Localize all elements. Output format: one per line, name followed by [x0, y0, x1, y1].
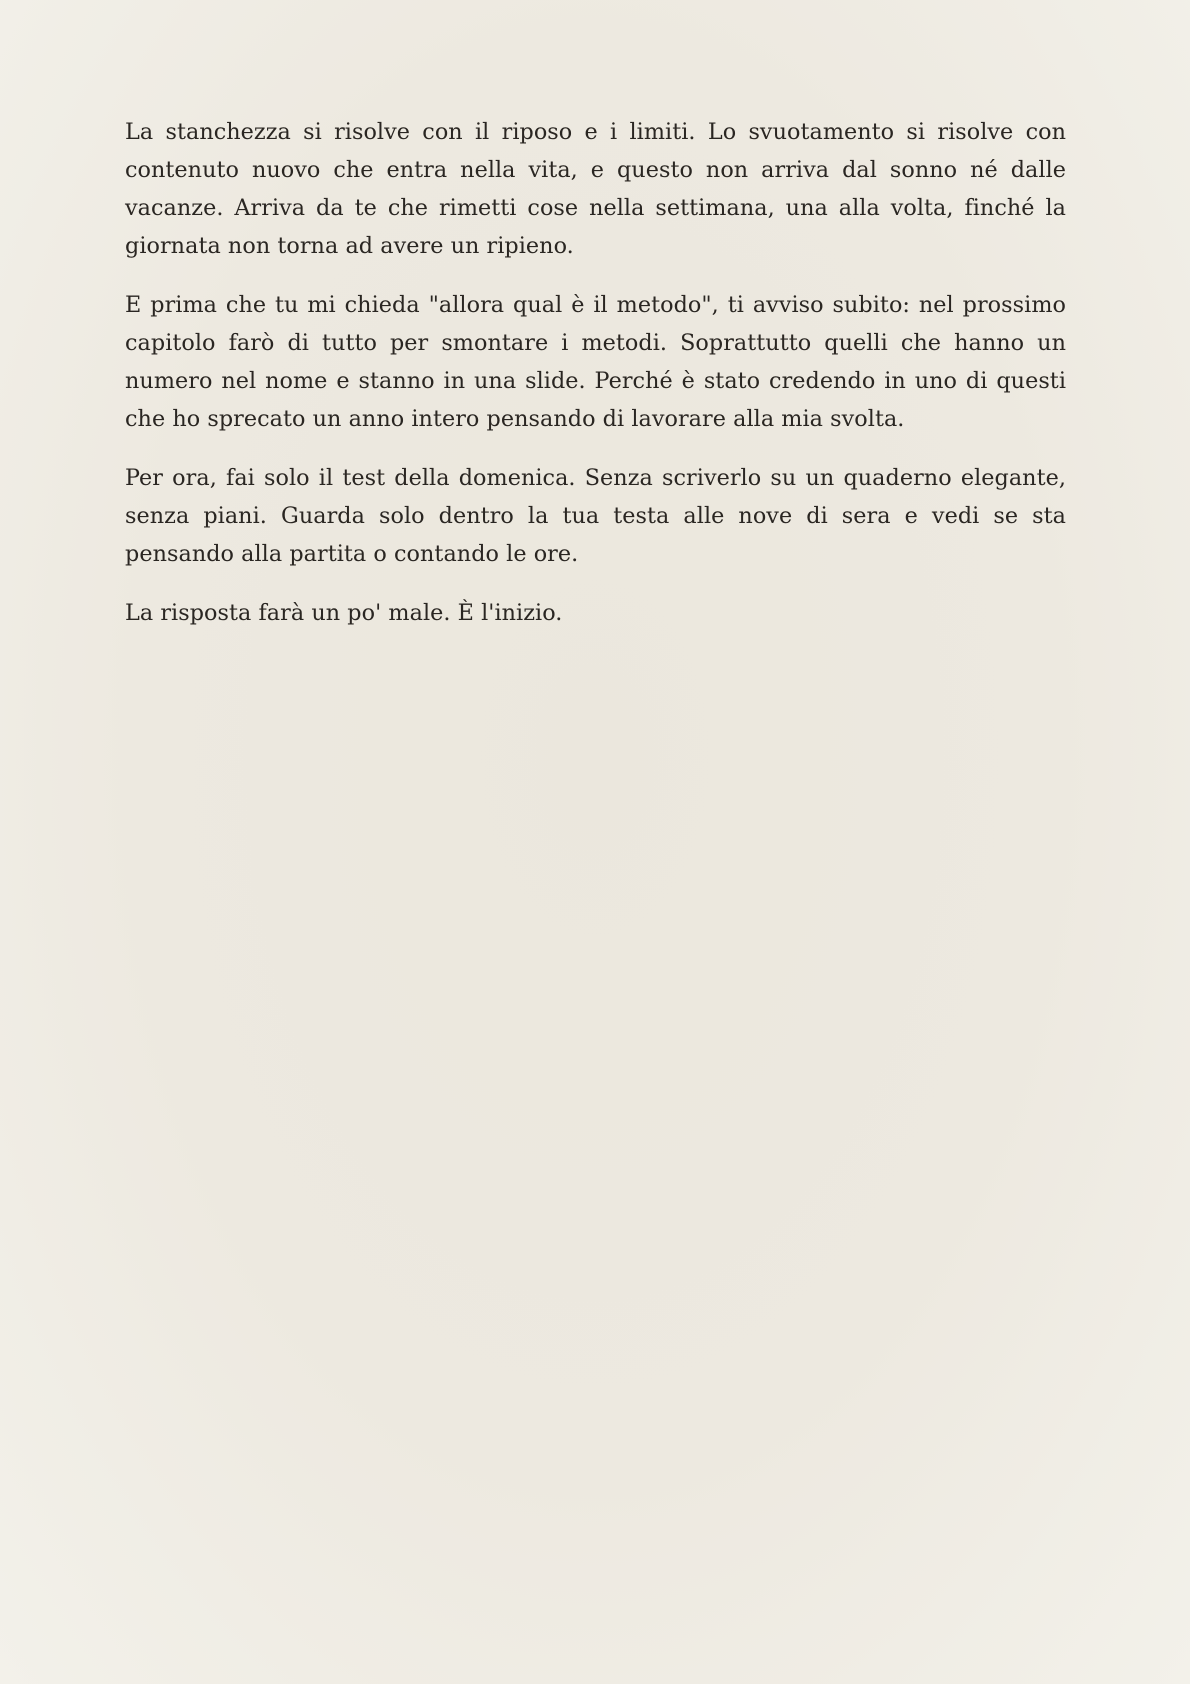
paragraph: La risposta farà un po' male. È l'inizio.	[125, 600, 563, 626]
paragraph: E prima che tu mi chieda "allora qual è il metodo", ti avviso subito: nel prossimo capitolo farò di tutto per smontare i metodi. Soprattutto quelli che hanno un numero nel nome e stanno in una slide. Perché è stato credendo in uno di questi che ho sprecato un anno intero pensando di lavorare alla mia svolta.	[125, 292, 1066, 432]
paragraph: Per ora, fai solo il test della domenica. Senza scriverlo su un quaderno elegante, senza piani. Guarda solo dentro la tua testa alle nove di sera e vedi se sta pensando alla partita o contando le ore.	[125, 465, 1066, 567]
paragraph: La stanchezza si risolve con il riposo e i limiti. Lo svuotamento si risolve con contenuto nuovo che entra nella vita, e questo non arriva dal sonno né dalle vacanze. Arriva da te che rimetti cose nella settimana, una alla volta, finché la giornata non torna ad avere un ripieno.	[125, 119, 1066, 259]
